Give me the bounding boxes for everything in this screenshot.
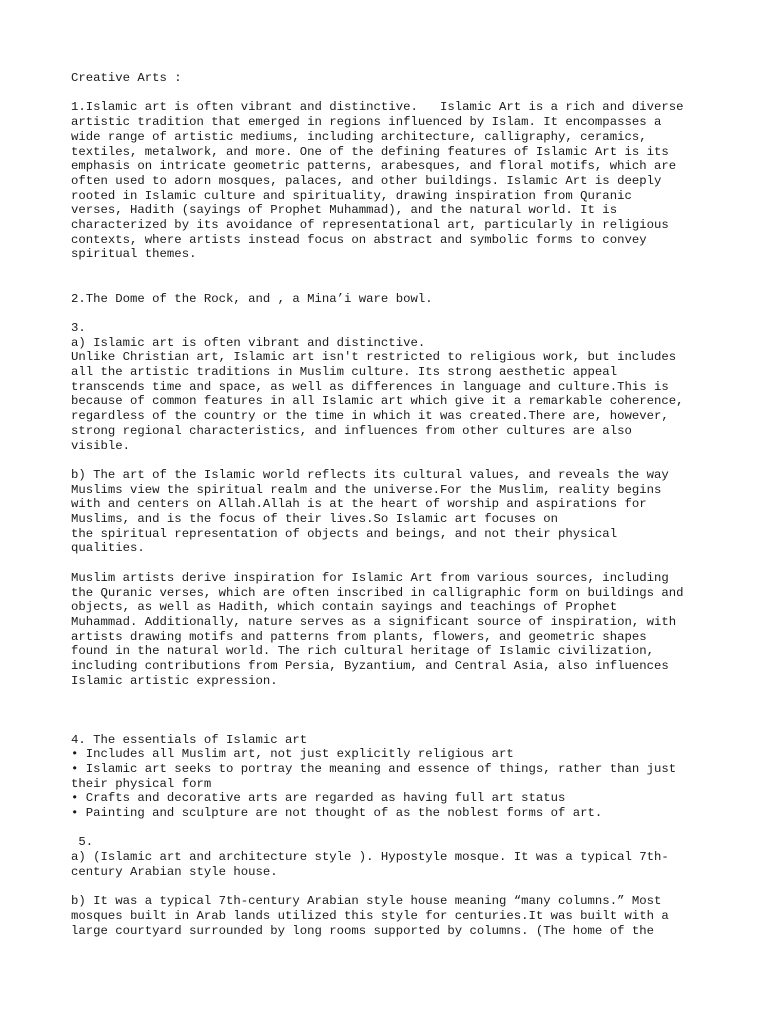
section-1-paragraph: 1.Islamic art is often vibrant and distinctive. Islamic Art is a rich and diverse artistic tradition that emerged in regions influenced by Islam. It encompasses a wide range of artistic mediums, including architecture, calligraphy, ceramics, textiles, metalwork, and more. One of the defining features of Islamic Art is its emphasis on intricate geometric patterns, arabesques, and floral motifs, which are often used to adorn mosques, palaces, and other buildings. Islamic Art is deeply rooted in Islamic culture and spirituality, drawing inspiration from Quranic verses, Hadith (sayings of Prophet Muhammad), and the natural world. It is characterized by its avoidance of representational art, particularly in religious contexts, where artists instead focus on abstract and symbolic forms to convey spiritual themes. xyxy=(71,100,684,262)
section-4-list: 4. The essentials of Islamic art • Includes all Muslim art, not just explicitly religious art • Islamic art seeks to portray the meaning and essence of things, rather than just their physical form • Crafts and decorative arts are regarded as having full art status • Painting and sculpture are not thought of as the noblest forms of art. xyxy=(71,732,677,821)
section-3c-paragraph: Muslim artists derive inspiration for Islamic Art from various sources, including the Quranic verses, which are often inscribed in calligraphic form on buildings and objects, as well as Hadith, which contain sayings and teachings of Prophet Muhammad. Additionally, nature serves as a significant source of inspiration, with artists drawing motifs and patterns from plants, flowers, and geometric shapes found in the natural world. The rich cultural heritage of Islamic civilization, including contributions from Persia, Byzantium, and Central Asia, also influences Islamic artistic expression. xyxy=(71,570,684,688)
section-3a-paragraph: 3. a) Islamic art is often vibrant and distinctive. Unlike Christian art, Islamic art isn't restricted to religious work, but includes all the artistic traditions in Muslim culture. Its strong aesthetic appeal transcends time and space, as well as differences in language and culture.This is because of common features in all Islamic art which give it a remarkable coherence, regardless of the country or the time in which it was created.There are, however, strong regional characteristics, and influences from other cultures are also visible. xyxy=(71,320,684,453)
document-heading: Creative Arts : xyxy=(71,71,182,85)
section-5b-paragraph: b) It was a typical 7th-century Arabian style house meaning “many columns.” Most mosques built in Arab lands utilized this style for centuries.It was built with a large courtyard surrounded by long rooms supported by columns. (The home of the xyxy=(71,894,669,938)
section-2-paragraph: 2.The Dome of the Rock, and , a Mina’i ware bowl. xyxy=(71,291,433,306)
section-3b-paragraph: b) The art of the Islamic world reflects its cultural values, and reveals the way Muslims view the spiritual realm and the universe.For the Muslim, reality begins with and centers on Allah.Allah is at the heart of worship and aspirations for Muslims, and is the focus of their lives.So Islamic art focuses on the spiritual representation of objects and beings, and not their physical qualities. xyxy=(71,467,669,556)
section-5a-paragraph: 5. a) (Islamic art and architecture style ). Hypostyle mosque. It was a typical 7th- century Arabian style house. xyxy=(71,835,669,879)
